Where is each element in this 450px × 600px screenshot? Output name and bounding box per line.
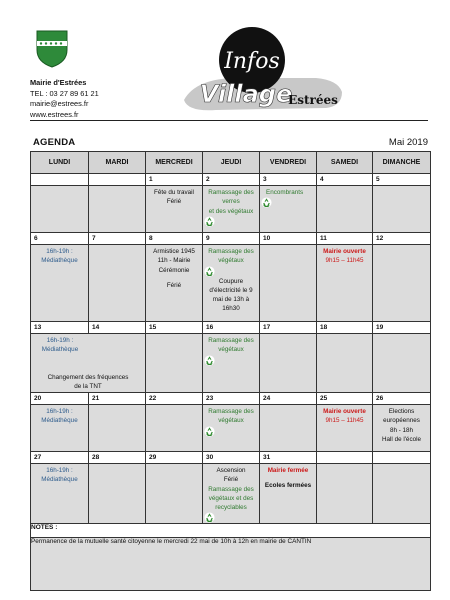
event-line: Fête du travail [154, 189, 194, 196]
day-number [31, 174, 89, 186]
day-cell [146, 334, 203, 393]
event-line: Coupure [218, 277, 244, 285]
event-line: Ascension [216, 467, 246, 474]
week3-events-row [31, 334, 431, 393]
mairie-name: Mairie d'Estrées [30, 78, 87, 87]
week1-number-row [31, 174, 431, 186]
calendar-table [30, 151, 431, 591]
coat-of-arms-logo [36, 30, 68, 68]
day-number: 23 [203, 393, 260, 405]
day-cell [373, 245, 431, 322]
day-cell-may-9 [203, 245, 260, 322]
event-line: Ramassage des [208, 337, 254, 344]
event-line: 16h-19h : [46, 337, 74, 344]
day-header-sunday: DIMANCHE [373, 152, 431, 174]
event-line: Ramassage des [208, 248, 254, 255]
event-line: Férié [223, 476, 239, 484]
event-line: Férié [166, 198, 182, 206]
day-header-saturday: SAMEDI [317, 152, 373, 174]
day-number: 18 [317, 322, 373, 334]
day-cell-may-20 [31, 405, 89, 452]
day-cell [373, 464, 431, 524]
day-number [317, 452, 373, 464]
header-divider [30, 120, 428, 121]
day-cell-may-16 [203, 334, 260, 393]
day-cell-may-2 [203, 186, 260, 233]
event-line: végétaux [218, 257, 244, 265]
day-cell [31, 186, 89, 233]
event-line: Encombrants [266, 189, 304, 196]
day-cell-may-23 [203, 405, 260, 452]
day-header-tuesday: MARDI [89, 152, 146, 174]
event-line: 11h - Mairie [157, 257, 191, 265]
event-line: d'électricité le 9 [209, 286, 253, 294]
event-line: 8h - 18h [389, 426, 414, 434]
logo-word-village: Village [199, 80, 293, 108]
day-number: 22 [146, 393, 203, 405]
day-cell [146, 405, 203, 452]
day-cell-may-27 [31, 464, 89, 524]
event-line: européennes [383, 417, 420, 425]
event-line: Changement des fréquences [47, 373, 129, 381]
logo-word-infos: Infos [224, 49, 280, 74]
event-line: 16h-19h : [46, 467, 73, 474]
recycle-icon [204, 216, 215, 227]
recycle-icon [204, 266, 215, 277]
mairie-website[interactable]: www.estrees.fr [30, 109, 79, 119]
day-number: 9 [203, 233, 260, 245]
day-cell-may-6 [31, 245, 89, 322]
day-number: 25 [317, 393, 373, 405]
day-number: 16 [203, 322, 260, 334]
event-line: végétaux [218, 417, 244, 425]
event-line: Médiathèque [41, 257, 78, 265]
day-number: 17 [260, 322, 317, 334]
day-number: 6 [31, 233, 89, 245]
day-cell-may-26 [373, 405, 431, 452]
day-header-wednesday: MERCREDI [146, 152, 203, 174]
event-line: 9h15 – 11h45 [325, 417, 364, 425]
day-number: 20 [31, 393, 89, 405]
event-line: végétaux [218, 346, 244, 354]
event-line: 16h-19h : [46, 408, 73, 415]
event-line: Ramassage des [208, 408, 254, 415]
week5-events-row [31, 464, 431, 524]
event-line: 9h15 – 11h45 [325, 257, 364, 265]
logo-word-estrees: Estrées [288, 93, 338, 107]
day-cell [89, 464, 146, 524]
day-cell [89, 186, 146, 233]
day-number: 28 [89, 452, 146, 464]
event-line: Mairie ouverte [323, 248, 366, 255]
day-cell [260, 405, 317, 452]
day-cell-may-3 [260, 186, 317, 233]
day-number: 14 [89, 322, 146, 334]
recycle-icon [204, 426, 215, 437]
notes-text: Permanence de la mutuelle santé citoyenne le mercredi 22 mai de 10h à 12h en mairie de CANTIN [31, 538, 431, 591]
day-cell-may-13-14 [31, 334, 146, 393]
day-cell-may-30 [203, 464, 260, 524]
week5-number-row [31, 452, 431, 464]
event-line: de la TNT [74, 382, 102, 390]
week1-events-row [31, 186, 431, 233]
day-number: 13 [31, 322, 89, 334]
event-line: 16h30 [222, 305, 240, 313]
day-number: 26 [373, 393, 431, 405]
event-line: Mairie fermée [267, 467, 309, 474]
event-line: Mairie ouverte [323, 408, 366, 415]
recycle-icon [261, 197, 272, 208]
event-line: Ecoles fermées [264, 482, 312, 490]
week3-number-row [31, 322, 431, 334]
day-cell [317, 334, 373, 393]
event-line: verres [222, 198, 240, 206]
day-cell [89, 405, 146, 452]
day-number: 12 [373, 233, 431, 245]
day-number: 5 [373, 174, 431, 186]
notes-header-row [31, 524, 431, 538]
event-line: recyclables [215, 504, 247, 512]
event-line: Elections [388, 408, 415, 415]
day-cell [373, 334, 431, 393]
week2-number-row [31, 233, 431, 245]
day-cell [146, 464, 203, 524]
day-cell-may-11 [317, 245, 373, 322]
event-line: Armistice 1945 [153, 248, 195, 255]
day-number: 19 [373, 322, 431, 334]
day-cell-may-1 [146, 186, 203, 233]
day-number: 31 [260, 452, 317, 464]
event-line: Férié [166, 281, 182, 289]
day-number: 8 [146, 233, 203, 245]
mairie-contact-block [30, 78, 99, 120]
day-cell [89, 245, 146, 322]
day-cell-may-31 [260, 464, 317, 524]
day-number: 4 [317, 174, 373, 186]
day-cell [317, 464, 373, 524]
infos-village-logo [176, 22, 346, 122]
day-cell [317, 186, 373, 233]
event-line: Ramassage des [208, 485, 254, 493]
day-cell [373, 186, 431, 233]
week4-events-row [31, 405, 431, 452]
day-header-monday: LUNDI [31, 152, 89, 174]
mairie-phone: TEL : 03 27 89 61 21 [30, 88, 99, 98]
day-number: 1 [146, 174, 203, 186]
event-line: végétaux et des [208, 494, 254, 502]
event-line: Médiathèque [41, 476, 78, 484]
day-cell [260, 245, 317, 322]
day-cell-may-25 [317, 405, 373, 452]
day-header-thursday: JEUDI [203, 152, 260, 174]
day-number: 3 [260, 174, 317, 186]
recycle-icon [204, 512, 215, 523]
day-cell-may-8 [146, 245, 203, 322]
day-number: 15 [146, 322, 203, 334]
mairie-email[interactable]: mairie@estrees.fr [30, 99, 89, 108]
event-line: Médiathèque [41, 346, 79, 354]
agenda-month: Mai 2019 [388, 137, 428, 148]
event-line: mai de 13h à [212, 296, 250, 304]
day-number: 30 [203, 452, 260, 464]
event-line: 16h-19h : [46, 248, 73, 255]
day-number: 7 [89, 233, 146, 245]
day-number: 10 [260, 233, 317, 245]
day-number: 29 [146, 452, 203, 464]
event-line: Ramassage des [208, 189, 254, 196]
day-number [373, 452, 431, 464]
day-header-friday: VENDREDI [260, 152, 317, 174]
recycle-icon [204, 355, 215, 366]
day-number: 27 [31, 452, 89, 464]
week2-events-row [31, 245, 431, 322]
day-number: 2 [203, 174, 260, 186]
agenda-title: AGENDA [33, 137, 76, 148]
day-number: 11 [317, 233, 373, 245]
week4-number-row [31, 393, 431, 405]
event-line: et des végétaux [208, 207, 254, 215]
weekday-header-row [31, 152, 431, 174]
notes-body-row [31, 538, 431, 591]
event-line: Cérémonie [158, 266, 190, 274]
event-line: Médiathèque [41, 417, 78, 425]
day-number: 21 [89, 393, 146, 405]
day-number: 24 [260, 393, 317, 405]
day-cell [260, 334, 317, 393]
notes-label: NOTES : [31, 524, 431, 538]
day-number [89, 174, 146, 186]
event-line: Hall de l'école [381, 435, 421, 443]
